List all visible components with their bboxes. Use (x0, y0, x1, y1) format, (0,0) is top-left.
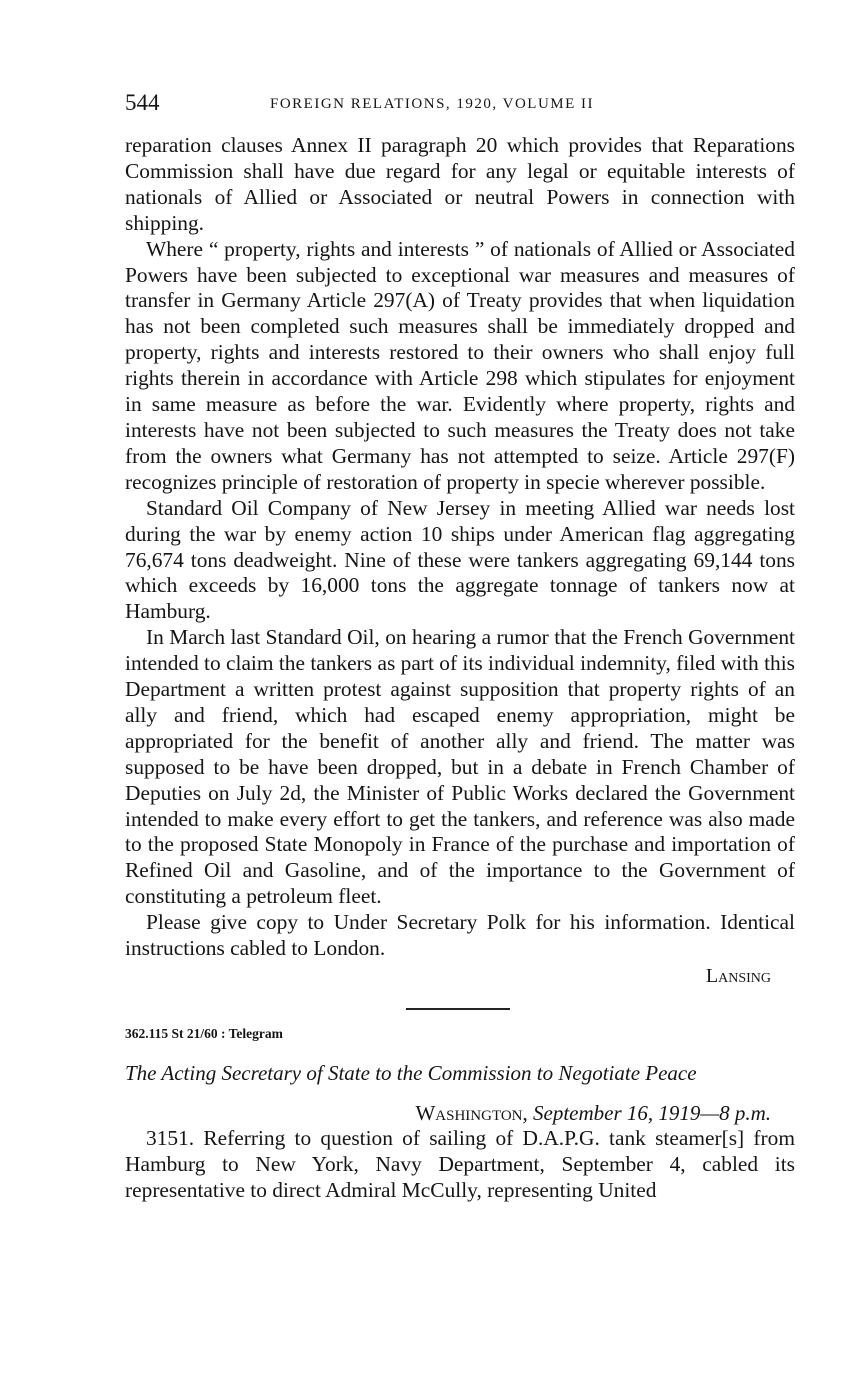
dateline (125, 1100, 771, 1126)
section-divider (406, 1008, 510, 1010)
file-reference: 362.115 St 21/60 : Telegram (125, 1026, 283, 1041)
dateline-date: September 16, 1919—8 p.m. (533, 1101, 771, 1125)
paragraph-property-rights: Where “ property, rights and interests ” of nationals of Allied or Associated Powers have been subjected to exceptional war measures and measures of transfer in Germany Article 297(A) of Treaty provides that when liquidation has not been completed such measures shall be immediately dropped and property, rights and interests restored to their owners who shall enjoy full rights therein in accordance with Article 298 which stipulates for enjoyment in same measure as before the war. Evidently where property, rights and interests have not been subjected to such measures the Treaty does not take from the owners what Germany has not attempted to seize. Article 297(F) recognizes principle of restoration of property in specie wherever possible. (125, 236, 795, 494)
page-body (125, 133, 795, 1204)
paragraph-standard-oil-ships: Standard Oil Company of New Jersey in meeting Allied war needs lost during the war by enemy action 10 ships under American flag aggregating 76,674 tons deadweight. Nine of these were tankers aggregating 69,144 tons which exceeds by 16,000 tons the aggregate tonnage of tankers now at Hamburg. (125, 495, 795, 624)
paragraph-french-claim: In March last Standard Oil, on hearing a rumor that the French Government intended to claim the tankers as part of its individual indemnity, filed with this Department a written protest against supposition that property rights of an ally and friend, which had escaped enemy appropriation, might be appropriated for the benefit of another ally and friend. The matter was supposed to be have been dropped, but in a debate in French Chamber of Deputies on July 2d, the Minister of Public Works declared the Government intended to make every effort to get the tankers, and reference was also made to the proposed State Monopoly in France of the purchase and importation of Refined Oil and Gasoline, and of the importance to the Government of constituting a petroleum fleet. (125, 625, 795, 909)
dateline-place: Washington, (415, 1101, 528, 1125)
document-title: The Acting Secretary of State to the Commission to Negotiate Peace (125, 1061, 697, 1085)
page-header (125, 88, 795, 118)
page-number: 544 (125, 90, 160, 115)
paragraph-instructions: Please give copy to Under Secretary Polk for his information. Identical instructions cabled to London. (125, 910, 795, 961)
paragraph-telegram-opening: 3151. Referring to question of sailing of D.A.P.G. tank steamer[s] from Hamburg to New York, Navy Department, September 4, cabled its representative to direct Admiral McCully, representing United (125, 1126, 795, 1202)
paragraph-continuation: reparation clauses Annex II paragraph 20 which provides that Reparations Commission shall have due regard for any legal or equitable interests of nationals of Allied or Associated or neutral Powers in connection with shipping. (125, 133, 795, 235)
signature: Lansing (705, 965, 771, 987)
running-head: FOREIGN RELATIONS, 1920, VOLUME II (270, 96, 595, 112)
